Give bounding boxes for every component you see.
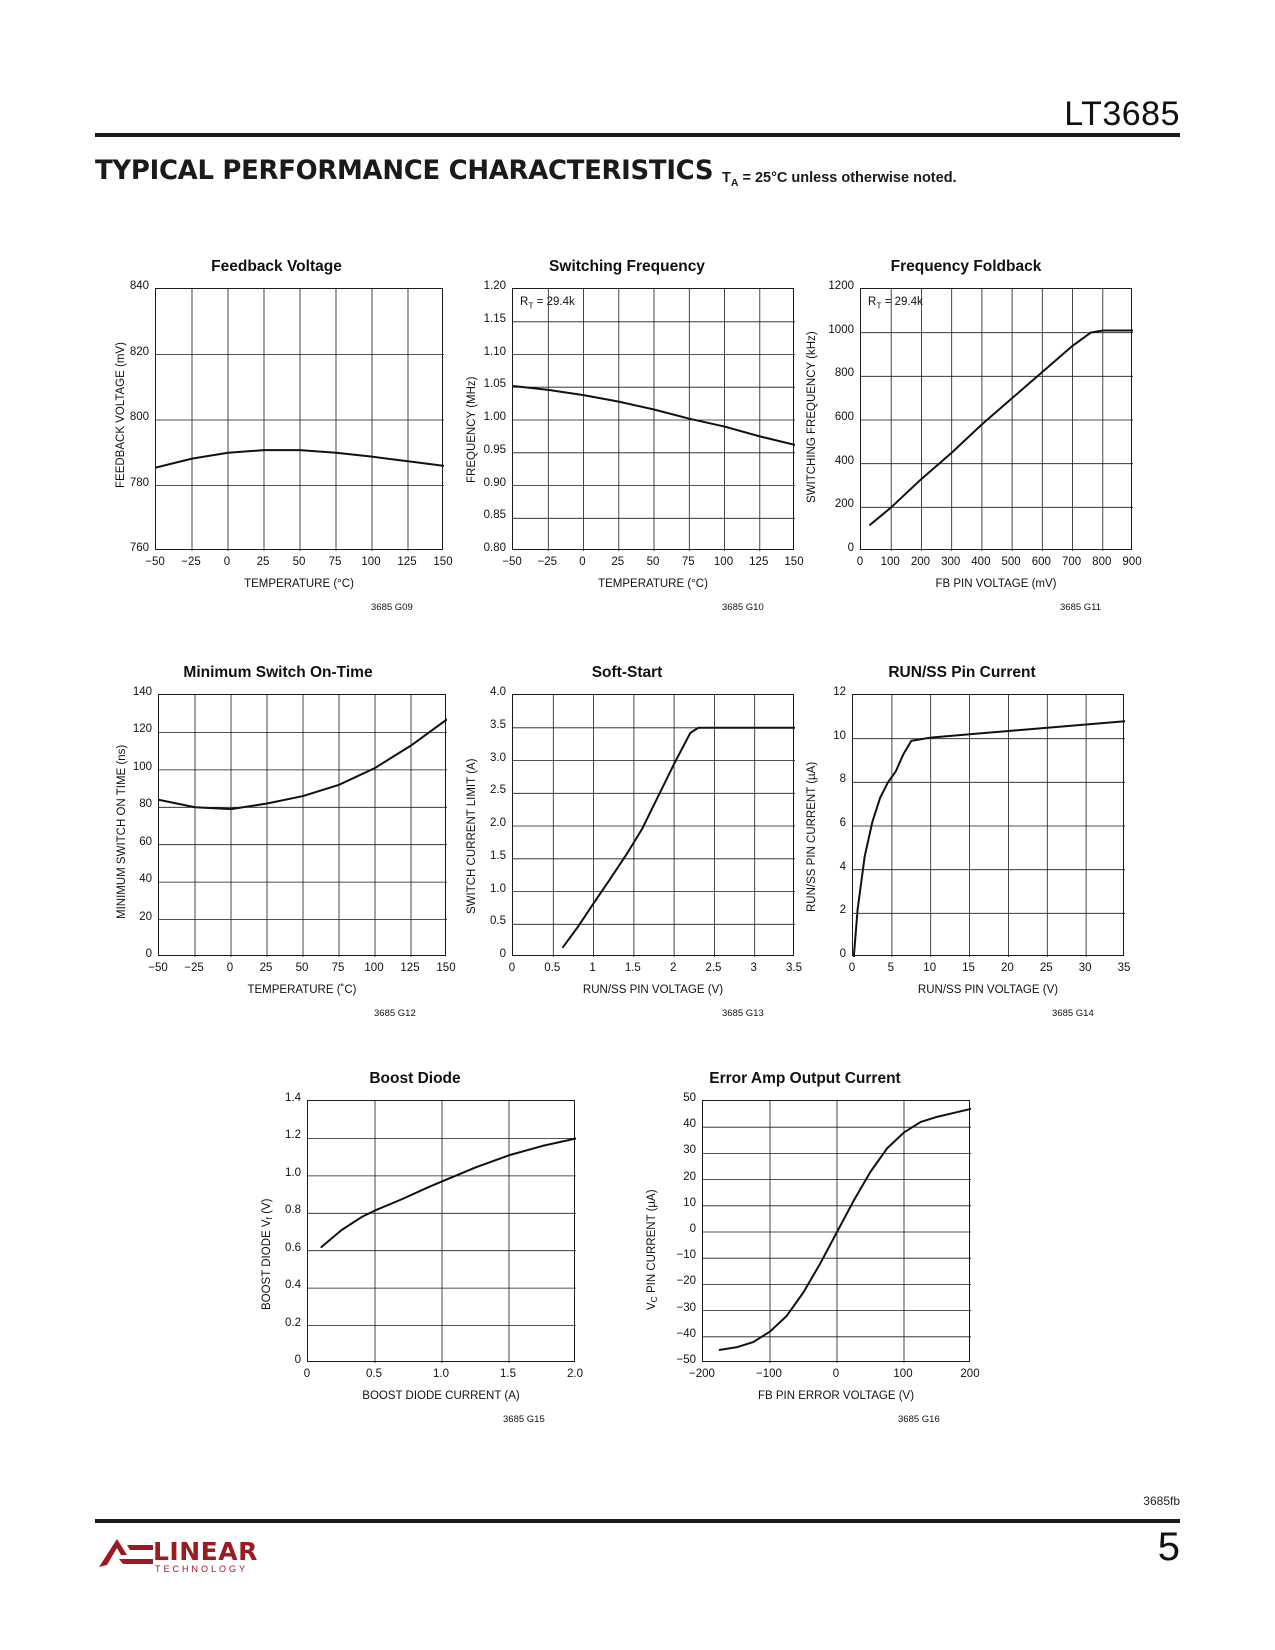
- y-axis-tick-label: 800: [129, 411, 149, 423]
- x-axis-tick-label: 0: [303, 1368, 311, 1380]
- x-axis-label: BOOST DIODE CURRENT (A): [362, 1390, 520, 1402]
- y-axis-tick-label: 1.4: [285, 1092, 301, 1104]
- y-axis-label: FREQUENCY (MHz): [466, 376, 478, 483]
- y-axis-tick-label: 0.80: [483, 542, 506, 554]
- x-axis-tick-label: 0: [856, 556, 864, 568]
- figure-code: 3685 G12: [374, 1008, 416, 1019]
- chart-title: Error Amp Output Current: [709, 1070, 901, 1087]
- y-axis-tick-label: 1.5: [490, 849, 506, 862]
- y-axis-tick-label: 4.0: [490, 686, 506, 698]
- section-title: TYPICAL PERFORMANCE CHARACTERISTICS: [95, 155, 714, 186]
- figure-code: 3685 G10: [722, 602, 764, 613]
- figure-code: 3685 G15: [503, 1414, 545, 1425]
- y-axis-tick-label: 0: [499, 948, 506, 960]
- logo-wordmark: LINEAR: [153, 1537, 258, 1566]
- linear-technology-logo: [97, 1535, 277, 1579]
- x-axis-tick-label: 2.0: [567, 1368, 583, 1380]
- x-axis-tick-label: 0: [579, 556, 586, 568]
- y-axis-tick-label: 840: [129, 280, 149, 292]
- x-axis-tick-label: 35: [1117, 962, 1131, 974]
- x-axis-tick-label: −25: [184, 962, 204, 974]
- lt-logo-mark: [97, 1537, 155, 1571]
- section-note-rest: = 25°C unless otherwise noted.: [738, 170, 957, 186]
- figure-code: 3685 G14: [1052, 1008, 1094, 1019]
- y-axis-tick-label: 1.0: [285, 1166, 301, 1179]
- y-axis-tick-label: 4: [839, 860, 846, 873]
- x-axis-tick-label: 900: [1122, 556, 1142, 568]
- x-axis-tick-label: 75: [328, 556, 342, 568]
- x-axis-tick-label: 50: [292, 556, 306, 568]
- figure-code: 3685 G09: [371, 602, 413, 613]
- x-axis-tick-label: 100: [893, 1368, 913, 1380]
- x-axis-label: TEMPERATURE (°C): [598, 578, 708, 590]
- x-axis-tick-label: −200: [689, 1368, 715, 1380]
- x-axis-tick-label: 0.5: [544, 962, 561, 974]
- plot-area: [852, 694, 1124, 956]
- figure-code: 3685 G11: [1060, 602, 1102, 613]
- y-axis-tick-label: 400: [834, 454, 854, 467]
- x-axis-label: TEMPERATURE (°C): [244, 578, 354, 590]
- y-axis-tick-label: 820: [129, 345, 149, 358]
- y-axis-tick-label: −40: [676, 1327, 696, 1340]
- y-axis-tick-label: 0.2: [285, 1316, 301, 1329]
- x-axis-label: FB PIN VOLTAGE (mV): [935, 578, 1057, 590]
- x-axis-tick-label: 150: [784, 556, 804, 568]
- y-axis-tick-label: 2: [839, 904, 846, 917]
- y-axis-tick-label: 1000: [828, 323, 854, 336]
- y-axis-tick-label: 760: [129, 542, 149, 554]
- y-axis-tick-label: 0.6: [285, 1241, 301, 1254]
- y-axis-tick-label: 800: [834, 367, 854, 380]
- x-axis-tick-label: 100: [361, 556, 381, 568]
- chart-title: Minimum Switch On-Time: [183, 664, 373, 681]
- chart-title: Frequency Foldback: [890, 258, 1042, 275]
- page-number: 5: [1157, 1525, 1180, 1569]
- x-axis-tick-label: 20: [1001, 962, 1014, 974]
- y-axis-tick-label: 100: [132, 760, 152, 773]
- y-axis-label: MINIMUM SWITCH ON TIME (ns): [116, 744, 128, 919]
- chart-annotation: $R_T = 29.4k$: [868, 296, 923, 311]
- chart-title: RUN/SS Pin Current: [888, 664, 1036, 681]
- y-axis-tick-label: 10: [833, 729, 846, 742]
- y-axis-tick-label: 0.5: [490, 915, 506, 928]
- x-axis-tick-label: 10: [923, 962, 937, 974]
- y-axis-tick-label: 10: [683, 1196, 696, 1209]
- y-axis-tick-label: 1.15: [483, 312, 506, 325]
- x-axis-tick-label: −50: [145, 556, 165, 568]
- x-axis-tick-label: 2.5: [705, 962, 722, 974]
- y-axis-tick-label: −30: [676, 1301, 696, 1314]
- y-axis-tick-label: 200: [834, 498, 854, 511]
- y-axis-tick-label: 140: [132, 686, 152, 698]
- section-note: [722, 170, 957, 189]
- x-axis-tick-label: 125: [400, 962, 420, 974]
- x-axis-tick-label: 300: [941, 556, 961, 568]
- section-note-prefix: T: [722, 170, 731, 186]
- x-axis-label: TEMPERATURE (˚C): [247, 984, 357, 996]
- y-axis-tick-label: −10: [676, 1249, 696, 1262]
- y-axis-tick-label: 3.0: [490, 751, 506, 764]
- y-axis-tick-label: −20: [676, 1275, 696, 1288]
- y-axis-label: FEEDBACK VOLTAGE (mV): [115, 342, 127, 488]
- plot-area: [158, 694, 446, 956]
- x-axis-tick-label: 3.5: [786, 962, 802, 974]
- x-axis-tick-label: 125: [397, 556, 417, 568]
- x-axis-tick-label: 500: [1001, 556, 1021, 568]
- figure-code: 3685 G13: [722, 1008, 764, 1019]
- y-axis-tick-label: 0.95: [483, 443, 506, 456]
- x-axis-tick-label: 15: [962, 962, 975, 974]
- x-axis-tick-label: −50: [502, 556, 522, 568]
- x-axis-tick-label: 150: [433, 556, 453, 568]
- x-axis-tick-label: −25: [537, 556, 557, 568]
- x-axis-tick-label: 100: [364, 962, 384, 974]
- y-axis-label: SWITCHING FREQUENCY (kHz): [806, 331, 818, 503]
- x-axis-tick-label: 30: [1078, 962, 1092, 974]
- y-axis-tick-label: 0: [294, 1354, 301, 1366]
- page-title: LT3685: [1064, 95, 1180, 133]
- x-axis-tick-label: 150: [436, 962, 456, 974]
- y-axis-tick-label: 50: [683, 1092, 696, 1104]
- y-axis-tick-label: 30: [683, 1144, 696, 1157]
- x-axis-tick-label: 0: [226, 962, 234, 974]
- y-axis-tick-label: 0.8: [285, 1204, 301, 1217]
- plot-area: [702, 1100, 970, 1362]
- x-axis-tick-label: 75: [681, 556, 695, 568]
- y-axis-tick-label: 600: [834, 411, 854, 423]
- y-axis-tick-label: 80: [139, 798, 152, 811]
- x-axis-tick-label: 200: [960, 1368, 980, 1380]
- y-axis-tick-label: 40: [139, 873, 152, 886]
- x-axis-tick-label: 0: [832, 1368, 840, 1380]
- y-axis-tick-label: 40: [683, 1118, 696, 1131]
- chart-annotation: $R_T = 29.4k$: [520, 296, 575, 311]
- y-axis-tick-label: 1.00: [483, 411, 506, 423]
- chart-title: Soft-Start: [591, 664, 663, 681]
- y-axis-tick-label: 120: [132, 723, 152, 736]
- x-axis-tick-label: 1.5: [624, 962, 641, 974]
- y-axis-tick-label: 8: [839, 773, 846, 786]
- x-axis-label: RUN/SS PIN VOLTAGE (V): [917, 984, 1059, 996]
- x-axis-tick-label: −100: [756, 1368, 782, 1380]
- x-axis-tick-label: 25: [611, 556, 625, 568]
- x-axis-label: FB PIN ERROR VOLTAGE (V): [757, 1390, 915, 1402]
- y-axis-tick-label: 20: [683, 1170, 696, 1183]
- x-axis-tick-label: −25: [181, 556, 201, 568]
- chart-title: Boost Diode: [369, 1070, 461, 1087]
- x-axis-tick-label: 0: [848, 962, 856, 974]
- y-axis-tick-label: 6: [839, 817, 846, 829]
- y-axis-tick-label: 1.20: [483, 280, 506, 292]
- y-axis-label: RUN/SS PIN CURRENT (µA): [806, 761, 818, 912]
- y-axis-tick-label: 1.10: [483, 345, 506, 358]
- y-axis-tick-label: 0: [145, 948, 152, 960]
- plot-area: [860, 288, 1132, 550]
- x-axis-tick-label: 0: [508, 962, 516, 974]
- section-note-sub: A: [730, 176, 739, 189]
- x-axis-tick-label: 0.5: [366, 1368, 382, 1380]
- y-axis-tick-label: 1.05: [483, 378, 506, 391]
- y-axis-tick-label: 780: [129, 476, 149, 489]
- y-axis-label: BOOST DIODE Vf (V): [261, 1198, 274, 1310]
- x-axis-tick-label: 700: [1061, 556, 1082, 568]
- figure-code: 3685 G16: [898, 1414, 940, 1425]
- footer-divider: [95, 1519, 1180, 1523]
- y-axis-tick-label: 0: [839, 948, 846, 960]
- y-axis-label: VC PIN CURRENT (µA): [646, 1189, 659, 1310]
- plot-area: [512, 694, 794, 956]
- x-axis-tick-label: 600: [1031, 556, 1051, 568]
- x-axis-tick-label: 3: [750, 962, 757, 974]
- x-axis-tick-label: 25: [256, 556, 270, 568]
- y-axis-tick-label: 60: [139, 835, 152, 848]
- x-axis-tick-label: 25: [1039, 962, 1053, 974]
- y-axis-tick-label: 1200: [828, 280, 854, 292]
- x-axis-tick-label: 1: [589, 962, 596, 974]
- y-axis-tick-label: 1.2: [285, 1129, 301, 1142]
- y-axis-tick-label: 3.5: [490, 718, 506, 731]
- x-axis-tick-label: 50: [295, 962, 309, 974]
- x-axis-tick-label: −50: [148, 962, 168, 974]
- x-axis-tick-label: 200: [910, 556, 931, 568]
- header-divider: [95, 133, 1180, 137]
- x-axis-tick-label: 0: [223, 556, 231, 568]
- x-axis-tick-label: 1.0: [433, 1368, 449, 1380]
- y-axis-tick-label: 0.90: [483, 476, 506, 489]
- y-axis-tick-label: 0: [847, 542, 854, 554]
- x-axis-tick-label: 400: [971, 556, 991, 568]
- y-axis-tick-label: 1.0: [490, 882, 506, 895]
- plot-area: [512, 288, 794, 550]
- y-axis-tick-label: 20: [139, 910, 152, 923]
- y-axis-tick-label: 2.5: [490, 784, 506, 797]
- y-axis-tick-label: 0.85: [483, 509, 506, 522]
- plot-area: [155, 288, 443, 550]
- x-axis-tick-label: 5: [887, 962, 895, 974]
- x-axis-tick-label: 25: [259, 962, 273, 974]
- y-axis-tick-label: 0: [689, 1223, 696, 1235]
- x-axis-tick-label: 125: [749, 556, 769, 568]
- logo-subtext: TECHNOLOGY: [155, 1564, 249, 1574]
- y-axis-tick-label: −50: [676, 1354, 696, 1366]
- chart-title: Feedback Voltage: [211, 258, 342, 275]
- x-axis-label: RUN/SS PIN VOLTAGE (V): [582, 984, 724, 996]
- y-axis-tick-label: 0.4: [285, 1279, 301, 1292]
- x-axis-tick-label: 100: [880, 556, 900, 568]
- y-axis-label: SWITCH CURRENT LIMIT (A): [466, 758, 478, 914]
- x-axis-tick-label: 2: [669, 962, 677, 974]
- plot-area: [307, 1100, 575, 1362]
- x-axis-tick-label: 1.5: [500, 1368, 516, 1380]
- y-axis-tick-label: 12: [833, 686, 846, 698]
- x-axis-tick-label: 75: [331, 962, 345, 974]
- chart-title: Switching Frequency: [549, 258, 705, 275]
- y-axis-tick-label: 2.0: [490, 817, 506, 829]
- x-axis-tick-label: 50: [646, 556, 660, 568]
- x-axis-tick-label: 100: [713, 556, 734, 568]
- document-code: 3685fb: [1143, 1494, 1180, 1508]
- x-axis-tick-label: 800: [1092, 556, 1112, 568]
